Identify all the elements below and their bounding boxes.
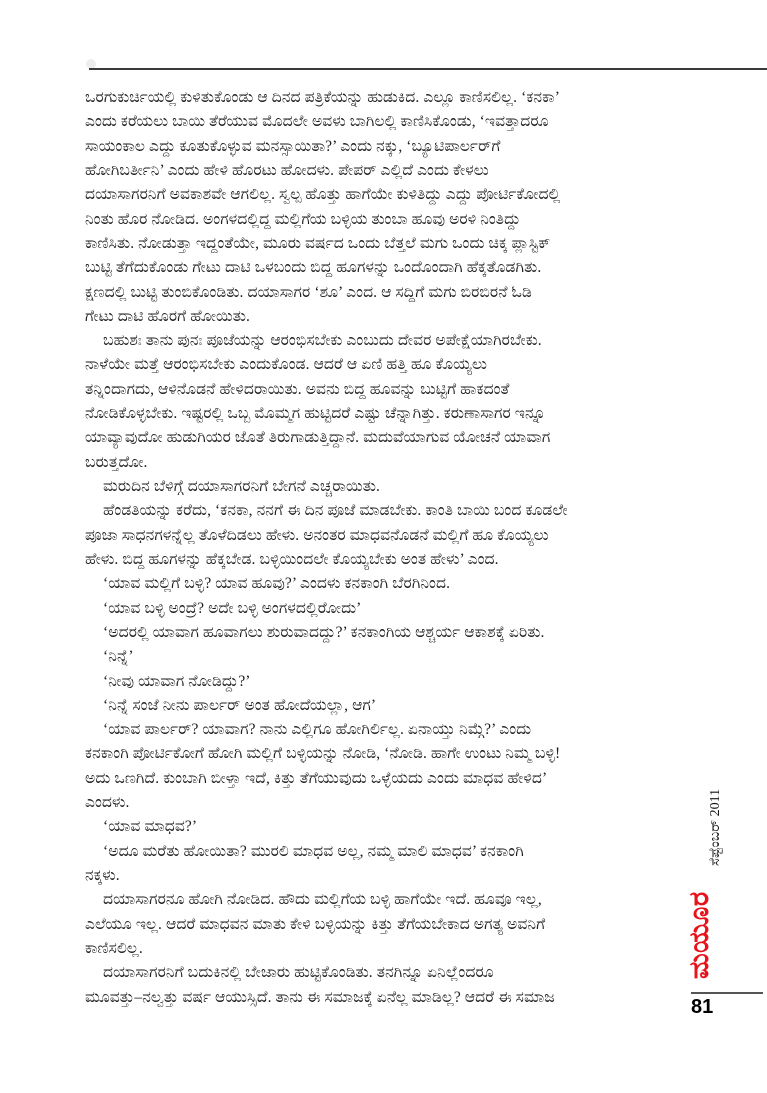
text-line: ಮರುದಿನ ಬೆಳಿಗ್ಗೆ ದಯಾಸಾಗರನಿಗೆ ಬೇಗನೆ ಎಚ್ಚರಾಯಿತು. [103, 478, 380, 495]
text-line: ಹೋಗಿಬರ್ತೀನಿ’ ಎಂದು ಹೇಳಿ ಹೊರಟು ಹೋದಳು. ಪೇಪರ್ ಎಲ್ಲಿದೆ ಎಂದು ಕೇಳಲು [85, 161, 489, 179]
text-line: ‘ಯಾವ ಪಾರ್ಲರ್? ಯಾವಾಗ? ನಾನು ಎಲ್ಲಿಗೂ ಹೋಗಿರ್ಲಿಲ್ಲ. ಏನಾಯ್ತು ನಿಮ್ಗೆ?’ ಎಂದು [103, 721, 532, 739]
text-line: ‘ನಿನ್ನೆ’ [103, 648, 134, 666]
text-line: ಕನಕಾಂಗಿ ಪೋರ್ಟಿಕೋಗೆ ಹೋಗಿ ಮಲ್ಲಿಗೆ ಬಳ್ಳಿಯನ್ನು ನೋಡಿ, ‘ನೋಡಿ. ಹಾಗೇ ಉಂಟು ನಿಮ್ಮ ಬಳ್ಳಿ! [85, 745, 561, 763]
text-line: ದಯಾಸಾಗರನಿಗೆ ಬದುಕಿನಲ್ಲಿ ಬೇಜಾರು ಹುಟ್ಟಿಕೊಂಡಿತು. ತನಗಿನ್ನೂ ಏನಿಲ್ಲೆಂದರೂ [103, 964, 494, 982]
page-number: 81 [691, 996, 714, 1018]
text-line: ಹೇಳು. ಬಿದ್ದ ಹೂಗಳನ್ನು ಹೆಕ್ಕಬೇಡ. ಬಳ್ಳಿಯಿಂದಲೇ ಕೊಯ್ಯಬೇಕು ಅಂತ ಹೇಳು’ ಎಂದ. [85, 550, 499, 568]
text-line: ಒರಗುಕುರ್ಚಿಯಲ್ಲಿ ಕುಳಿತುಕೊಂಡು ಆ ದಿನದ ಪತ್ರಿಕೆಯನ್ನು ಹುಡುಕಿದ. ಎಲ್ಲೂ ಕಾಣಿಸಲಿಲ್ಲ. ‘ಕನಕಾ’ [85, 89, 560, 106]
story-body-text [85, 86, 670, 1010]
text-line: ‘ನಿನ್ನೆ ಸಂಜೆ ನೀನು ಪಾರ್ಲರ್ ಅಂತ ಹೋದೆಯಲ್ಲಾ, ಆಗ’ [103, 696, 377, 714]
text-line: ಎಲೆಯೂ ಇಲ್ಲ. ಆದರೆ ಮಾಧವನ ಮಾತು ಕೇಳಿ ಬಳ್ಳಿಯನ್ನು ಕಿತ್ತು ತೆಗೆಯಬೇಕಾದ ಅಗತ್ಯ ಅವನಿಗೆ [85, 915, 546, 933]
text-line: ‘ಯಾವ ಮಲ್ಲಿಗೆ ಬಳ್ಳಿ? ಯಾವ ಹೂವು?’ ಎಂದಳು ಕನಕಾಂಗಿ ಬೆರಗಿನಿಂದ. [103, 575, 451, 593]
text-line: ‘ಅದರಲ್ಲಿ ಯಾವಾಗ ಹೂವಾಗಲು ಶುರುವಾದದ್ದು?’ ಕನಕಾಂಗಿಯ ಆಶ್ಚರ್ಯ ಆಕಾಶಕ್ಕೆ ಏರಿತು. [103, 623, 545, 641]
text-line: ದಯಾಸಾಗರನೂ ಹೋಗಿ ನೋಡಿದ. ಹೌದು ಮಲ್ಲಿಗೆಯ ಬಳ್ಳಿ ಹಾಗೆಯೇ ಇದೆ. ಹೂವೂ ಇಲ್ಲ, [103, 891, 542, 909]
text-line: ‘ನೀವು ಯಾವಾಗ ನೋಡಿದ್ದು?’ [103, 672, 251, 690]
text-line: ‘ಯಾವ ಮಾಧವ?’ [103, 818, 198, 836]
header-rule [89, 68, 767, 70]
text-line: ನಿಂತು ಹೊರ ನೋಡಿದ. ಅಂಗಳದಲ್ಲಿದ್ದ ಮಲ್ಲಿಗೆಯ ಬಳ್ಳಿಯ ತುಂಬಾ ಹೂವು ಅರಳಿ ನಿಂತಿದ್ದು [85, 210, 521, 228]
text-line: ಸಾಯಂಕಾಲ ಎದ್ದು ಕೂತುಕೊಳ್ಳುವ ಮನಸ್ಸಾಯಿತಾ?’ ಎಂದು ನಕ್ಕು, ‘ಬ್ಯೂಟಿಪಾರ್ಲರ್‌ಗೆ [85, 137, 501, 155]
text-line: ನೋಡಿಕೊಳ್ಳಬೇಕು. ಇಷ್ಟರಲ್ಲಿ ಒಬ್ಬ ಮೊಮ್ಮಗ ಹುಟ್ಟಿದರೆ ಎಷ್ಟು ಚೆನ್ನಾಗಿತ್ತು. ಕರುಣಾಸಾಗರ ಇನ್ನೂ [85, 405, 546, 423]
text-line: ‘ಯಾವ ಬಳ್ಳಿ ಅಂದ್ರೆ? ಅದೇ ಬಳ್ಳಿ ಅಂಗಳದಲ್ಲಿರೋದು’ [103, 599, 362, 617]
text-line: ‘ಅದೂ ಮರೆತು ಹೋಯಿತಾ? ಮುರಲಿ ಮಾಧವ ಅಲ್ಲ, ನಮ್ಮ ಮಾಲಿ ಮಾಧವ’ ಕನಕಾಂಗಿ [103, 842, 524, 860]
text-line: ತನ್ನಿಂದಾಗದು, ಆಳಿನೊಡನೆ ಹೇಳಿದರಾಯಿತು. ಅವನು ಬಿದ್ದ ಹೂವನ್ನು ಬುಟ್ಟಿಗೆ ಹಾಕದಂತೆ [85, 380, 510, 398]
text-line: ಎಂದು ಕರೆಯಲು ಬಾಯಿ ತೆರೆಯುವ ಮೊದಲೇ ಅವಳು ಬಾಗಿಲಲ್ಲಿ ಕಾಣಿಸಿಕೊಂಡು, ‘ಇವತ್ತಾದರೂ [85, 113, 549, 131]
text-line: ಮೂವತ್ತು–ನಲ್ವತ್ತು ವರ್ಷ ಆಯುಸ್ಸಿದೆ. ತಾನು ಈ ಸಮಾಜಕ್ಕೆ ಏನೆಲ್ಲ ಮಾಡಿಲ್ಲ? ಆದರೆ ಈ ಸಮಾಜ [85, 988, 555, 1006]
text-line: ಕಾಣಿಸಿತು. ನೋಡುತ್ತಾ ಇದ್ದಂತೆಯೇ, ಮೂರು ವರ್ಷದ ಒಂದು ಬೆತ್ತಲೆ ಮಗು ಒಂದು ಚಿಕ್ಕ ಪ್ಲಾಸ್ಟಿಕ್ [85, 234, 551, 252]
text-line: ಪೂಜಾ ಸಾಧನಗಳನ್ನೆಲ್ಲ ತೊಳೆದಿಡಲು ಹೇಳು. ಅನಂತರ ಮಾಧವನೊಡನೆ ಮಲ್ಲಿಗೆ ಹೂ ಕೊಯ್ಯಲು [85, 526, 549, 544]
text-line: ಬರುತ್ತದೋ. [85, 453, 148, 471]
text-line: ಕಾಣಿಸಲಿಲ್ಲ. [85, 939, 143, 957]
issue-date-vertical-label: ಸೆಪ್ಟೆಂಬರ್ 2011 [708, 788, 723, 866]
text-line: ಗೇಟು ದಾಟಿ ಹೊರಗೆ ಹೋಯಿತು. [85, 307, 250, 325]
text-line: ಯಾವ್ಯಾವುದೋ ಹುಡುಗಿಯರ ಜೊತೆ ತಿರುಗಾಡುತ್ತಿದ್ದಾನೆ. ಮದುವೆಯಾಗುವ ಯೋಚನೆ ಯಾವಾಗ [85, 429, 551, 447]
text-line: ನಾಳೆಯೇ ಮತ್ತೆ ಆರಂಭಿಸಬೇಕು ಎಂದುಕೊಂಡ. ಆದರೆ ಆ ಏಣಿ ಹತ್ತಿ ಹೂ ಕೊಯ್ಯಲು [85, 356, 488, 374]
text-line: ಎಂದಳು. [85, 794, 130, 812]
text-line: ನಕ್ಕಳು. [85, 867, 120, 884]
text-line: ಕ್ಷಣದಲ್ಲಿ ಬುಟ್ಟಿ ತುಂಬಿಕೊಂಡಿತು. ದಯಾಸಾಗರ ‘ಶೂ’ ಎಂದ. ಆ ಸದ್ದಿಗೆ ಮಗು ಬಿರಬಿರನೆ ಓಡಿ [85, 283, 532, 301]
text-line: ಅದು ಒಣಗಿದೆ. ಕುಂಬಾಗಿ ಬೀಳ್ತಾ ಇದೆ, ಕಿತ್ತು ತೆಗೆಯುವುದು ಒಳ್ಳೆಯದು ಎಂದು ಮಾಧವ ಹೇಳಿದ’ [85, 769, 548, 787]
page-number-rule [691, 992, 763, 994]
text-line: ಬಹುಶಃ ತಾನು ಪುನಃ ಪೂಜೆಯನ್ನು ಆರಂಭಿಸಬೇಕು ಎಂಬುದು ದೇವರ ಅಪೇಕ್ಷೆಯಾಗಿರಬೇಕು. [103, 332, 542, 350]
text-line: ದಯಾಸಾಗರನಿಗೆ ಅವಕಾಶವೇ ಆಗಲಿಲ್ಲ. ಸ್ವಲ್ಪ ಹೊತ್ತು ಹಾಗೆಯೇ ಕುಳಿತಿದ್ದು ಎದ್ದು ಪೋರ್ಟಿಕೋದಲ್ಲಿ [85, 186, 561, 204]
text-line: ಹೆಂಡತಿಯನ್ನು ಕರೆದು, ‘ಕನಕಾ, ನನಗೆ ಈ ದಿನ ಪೂಜೆ ಮಾಡಬೇಕು. ಕಾಂತಿ ಬಾಯಿ ಬಂದ ಕೂಡಲೇ [103, 502, 568, 520]
magazine-name-vertical-label: ಮಯೂರ [684, 891, 714, 979]
text-line: ಬುಟ್ಟಿ ತೆಗೆದುಕೊಂಡು ಗೇಟು ದಾಟಿ ಒಳಬಂದು ಬಿದ್ದ ಹೂಗಳನ್ನು ಒಂದೊಂದಾಗಿ ಹೆಕ್ಕತೊಡಗಿತು. [85, 259, 542, 277]
